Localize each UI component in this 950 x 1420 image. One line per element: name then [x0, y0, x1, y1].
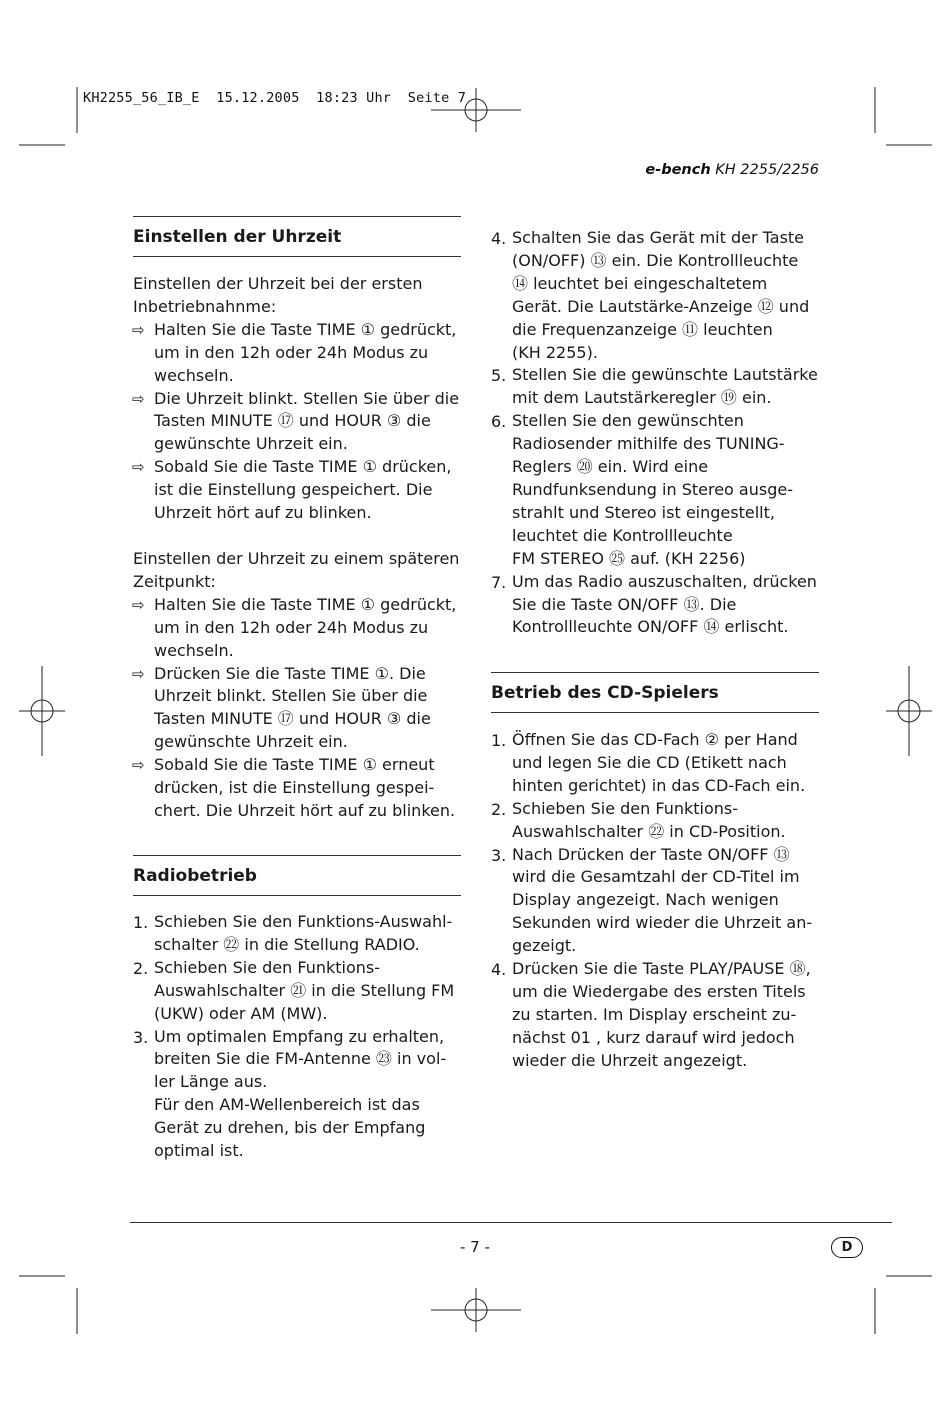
text-line: (ON/OFF) ⑬ ein. Die Kontrollleuchte	[512, 250, 799, 270]
text-line: wird die Gesamtzahl der CD-Titel im	[512, 867, 800, 887]
text-line: Zeitpunkt:	[133, 571, 216, 591]
arrow-right-icon: ⇨	[132, 389, 145, 408]
list-item	[133, 456, 461, 525]
text-line: Kontrollleuchte ON/OFF ⑭ erlischt.	[512, 617, 789, 637]
text-line: ist die Einstellung gespeichert. Die	[154, 480, 433, 500]
text-line: Tasten MINUTE ⑰ und HOUR ③ die	[154, 709, 431, 729]
text-line: Auswahlschalter ㉒ in CD-Position.	[512, 821, 786, 841]
text-line: Uhrzeit blinkt. Stellen Sie über die	[154, 686, 428, 706]
text-line: Für den AM-Wellenbereich ist das	[154, 1095, 420, 1115]
text-line: Sobald Sie die Taste TIME ① erneut	[154, 755, 435, 775]
text-line: Gerät. Die Lautstärke-Anzeige ⑫ und	[512, 296, 810, 316]
text-line: Schalten Sie das Gerät mit der Taste	[512, 228, 805, 247]
list-item	[491, 798, 819, 844]
text-line: Sobald Sie die Taste TIME ① drücken,	[154, 457, 452, 477]
item-number: 7.	[491, 572, 507, 592]
item-number: 5.	[491, 366, 507, 386]
text-line: Drücken Sie die Taste TIME ①. Die	[154, 663, 426, 683]
item-number: 3.	[133, 1027, 149, 1047]
model-number: KH 2255/2256	[715, 162, 819, 178]
text-line: wechseln.	[154, 365, 234, 385]
section-body	[491, 729, 819, 1073]
text-line: Stellen Sie die gewünschte Lautstärke	[512, 365, 818, 385]
item-number: 4.	[491, 229, 507, 248]
section-radiobetrieb	[133, 855, 461, 896]
text-line: chert. Die Uhrzeit hört auf zu blinken.	[154, 800, 456, 820]
text-line: leuchtet die Kontrollleuchte	[512, 525, 733, 545]
text-line: Um das Radio auszuschalten, drücken	[512, 571, 817, 591]
list-item	[133, 911, 461, 957]
text-line: wechseln.	[154, 640, 234, 660]
text-line: Uhrzeit hört auf zu blinken.	[154, 503, 372, 523]
text-line: (KH 2255).	[512, 342, 598, 362]
text-line: optimal ist.	[154, 1141, 244, 1161]
list-item	[133, 754, 461, 823]
text-line: Reglers ⑳ ein. Wird eine	[512, 457, 709, 477]
footer-divider	[130, 1222, 892, 1223]
running-header	[645, 162, 819, 178]
list-item	[491, 410, 819, 570]
text-line: FM STEREO ㉕ auf. (KH 2256)	[512, 548, 746, 568]
item-number: 2.	[491, 799, 507, 819]
text-line: um in den 12h oder 24h Modus zu	[154, 342, 429, 362]
section-body	[133, 273, 461, 823]
brand-name: e-bench	[645, 162, 711, 178]
text-line: mit dem Lautstärkeregler ⑲ ein.	[512, 388, 772, 408]
text-line: Drücken Sie die Taste PLAY/PAUSE ⑱,	[512, 959, 811, 979]
text-line: gewünschte Uhrzeit ein.	[154, 732, 348, 752]
section-title: Einstellen der Uhrzeit	[133, 217, 461, 257]
list-item	[133, 319, 461, 388]
text-line: Display angezeigt. Nach wenigen	[512, 890, 779, 910]
text-line: ⑭ leuchtet bei eingeschaltetem	[512, 273, 768, 293]
arrow-right-icon: ⇨	[132, 595, 145, 614]
text-line: Die Uhrzeit blinkt. Stellen Sie über die	[154, 388, 460, 408]
list-item	[491, 958, 819, 1073]
text-line: Nach Drücken der Taste ON/OFF ⑬	[512, 844, 790, 864]
item-number: 6.	[491, 412, 507, 432]
list-item	[133, 594, 461, 663]
item-number: 2.	[133, 958, 149, 978]
arrow-right-icon: ⇨	[132, 756, 145, 775]
section-body	[491, 227, 819, 639]
text-line: Tasten MINUTE ⑰ und HOUR ③ die	[154, 411, 431, 431]
text-line: Sekunden wird wieder die Uhrzeit an-	[512, 913, 813, 933]
section-einstellen-uhrzeit	[133, 216, 461, 257]
text-line: Um optimalen Empfang zu erhalten,	[154, 1026, 445, 1046]
arrow-right-icon: ⇨	[132, 320, 145, 339]
text-line: Inbetriebnahnme:	[133, 296, 277, 316]
registration-mark-icon	[886, 666, 932, 756]
text-line: um in den 12h oder 24h Modus zu	[154, 617, 429, 637]
text-line: hinten gerichtet) in das CD-Fach ein.	[512, 775, 806, 795]
intro-paragraph	[133, 548, 461, 594]
item-number: 3.	[491, 845, 507, 865]
section-body	[133, 911, 461, 1163]
text-line: zu starten. Im Display erscheint zu-	[512, 1004, 797, 1024]
language-badge: D	[831, 1237, 863, 1258]
list-item	[133, 957, 461, 1026]
item-number: 4.	[491, 960, 507, 980]
text-line: Einstellen der Uhrzeit bei der ersten	[133, 274, 423, 293]
print-slug: KH2255_56_IB_E 15.12.2005 18:23 Uhr Seite 7	[83, 90, 467, 106]
list-item	[133, 388, 461, 457]
text-line: um die Wiedergabe des ersten Titels	[512, 981, 806, 1001]
text-line: (UKW) oder AM (MW).	[154, 1003, 328, 1023]
text-line: ler Länge aus.	[154, 1072, 268, 1092]
list-item	[133, 1026, 461, 1163]
text-line: die Frequenzanzeige ⑪ leuchten	[512, 319, 773, 339]
text-line: schalter ㉒ in die Stellung RADIO.	[154, 934, 420, 954]
list-item	[491, 729, 819, 798]
text-line: Halten Sie die Taste TIME ① gedrückt,	[154, 319, 457, 339]
text-line: Öffnen Sie das CD-Fach ② per Hand	[512, 730, 798, 749]
text-line: breiten Sie die FM-Antenne ㉓ in vol-	[154, 1049, 447, 1069]
list-item	[491, 364, 819, 410]
text-line: Schieben Sie den Funktions-	[154, 957, 380, 977]
text-line: Rundfunksendung in Stereo ausge-	[512, 479, 793, 499]
list-item	[491, 227, 819, 364]
item-number: 1.	[491, 731, 507, 750]
text-line: drücken, ist die Einstellung gespei-	[154, 778, 435, 798]
text-line: und legen Sie die CD (Etikett nach	[512, 752, 787, 772]
text-line: Schieben Sie den Funktions-	[512, 798, 738, 818]
text-line: Sie die Taste ON/OFF ⑬. Die	[512, 594, 737, 614]
text-line: gezeigt.	[512, 936, 577, 956]
text-line: Auswahlschalter ㉑ in die Stellung FM	[154, 980, 455, 1000]
text-line: wieder die Uhrzeit angezeigt.	[512, 1050, 748, 1070]
text-line: Gerät zu drehen, bis der Empfang	[154, 1118, 426, 1138]
intro-paragraph	[133, 273, 461, 319]
text-line: Radiosender mithilfe des TUNING-	[512, 434, 785, 454]
text-line: Einstellen der Uhrzeit zu einem späteren	[133, 548, 460, 568]
section-cd-spieler	[491, 672, 819, 713]
section-title: Betrieb des CD-Spielers	[491, 673, 819, 713]
text-line: nächst 01 , kurz darauf wird jedoch	[512, 1027, 795, 1047]
text-line: Stellen Sie den gewünschten	[512, 411, 744, 431]
text-line: gewünschte Uhrzeit ein.	[154, 434, 348, 454]
registration-mark-icon	[431, 1288, 521, 1332]
item-number: 1.	[133, 913, 149, 932]
arrow-right-icon: ⇨	[132, 664, 145, 683]
text-line: Halten Sie die Taste TIME ① gedrückt,	[154, 594, 457, 614]
list-item	[491, 571, 819, 640]
text-line: strahlt und Stereo ist eingestellt,	[512, 502, 775, 522]
registration-mark-icon	[19, 666, 65, 756]
arrow-right-icon: ⇨	[132, 458, 145, 477]
page-number: - 7 -	[460, 1238, 490, 1256]
list-item	[491, 844, 819, 959]
text-line: Schieben Sie den Funktions-Auswahl-	[154, 912, 453, 931]
list-item	[133, 663, 461, 755]
section-title: Radiobetrieb	[133, 856, 461, 896]
